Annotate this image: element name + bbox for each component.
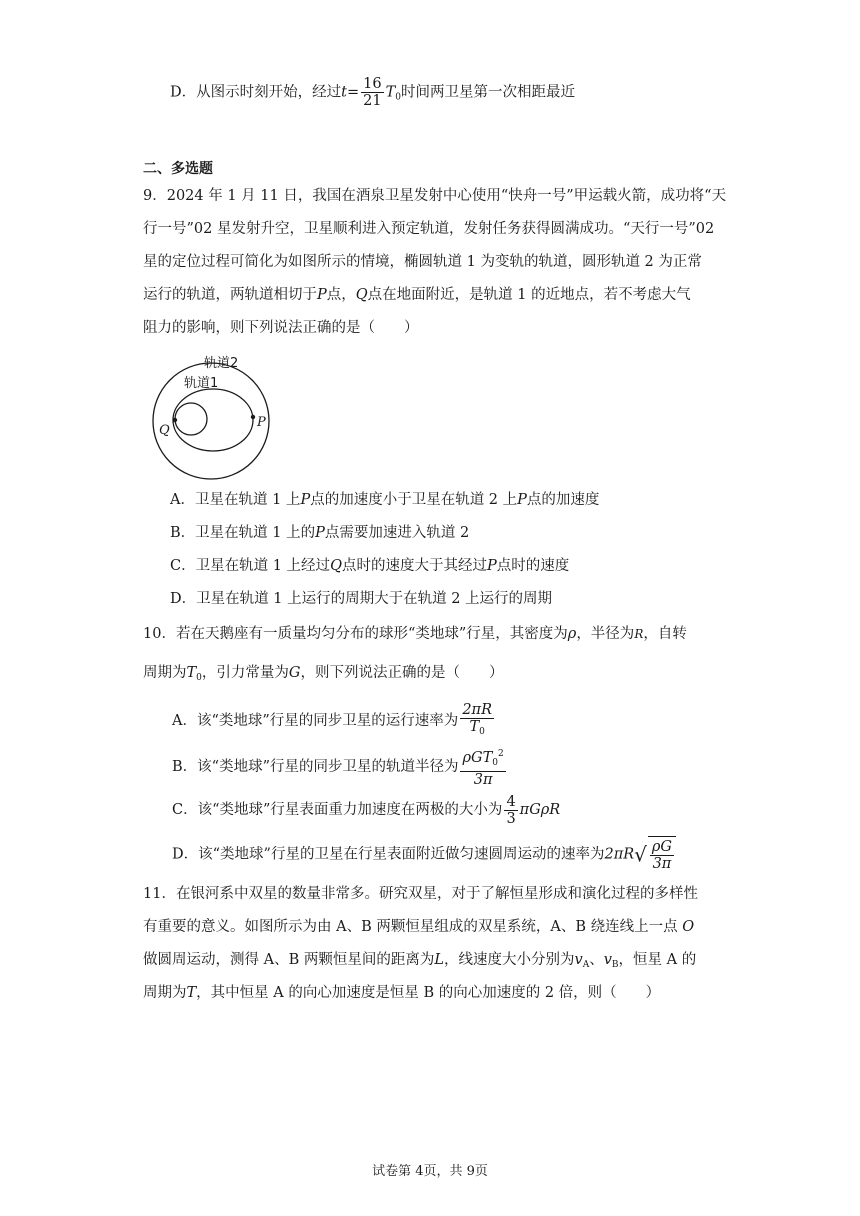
orbit-1-ellipse xyxy=(173,389,253,451)
text: 该“类地球”行星的同步卫星的运行速率为 xyxy=(196,713,459,729)
q9-option-b xyxy=(170,521,469,545)
q11-line-4 xyxy=(143,981,660,1005)
frac-den: 21 xyxy=(363,93,382,109)
option-letter: C． xyxy=(170,558,196,574)
q9-option-c xyxy=(170,554,569,578)
option-letter: D． xyxy=(170,591,197,607)
separator: 、 xyxy=(589,952,604,968)
point-q-dot xyxy=(173,418,177,422)
text: 点的加速度小于卫星在轨道 2 上 xyxy=(310,492,518,508)
q11-line-3 xyxy=(143,948,696,977)
text: 该“类地球”行星的同步卫星的轨道半径为 xyxy=(197,759,459,775)
equals-sign: = xyxy=(346,84,360,101)
var-t: t xyxy=(341,84,347,101)
var-L: L xyxy=(434,952,444,968)
var-T: T xyxy=(385,84,396,101)
orbit-2-label: 轨道2 xyxy=(204,356,239,371)
text: 点在地面附近，是轨道 1 的近地点，若不考虑大气 xyxy=(367,287,691,303)
text: 周期为 xyxy=(143,985,187,1001)
earth-circle xyxy=(175,403,207,435)
frac-den: 3π xyxy=(652,855,672,872)
text: 卫星在轨道 1 上的 xyxy=(195,525,316,541)
q9-line-5: 阻力的影响，则下列说法正确的是（ ） xyxy=(143,320,419,336)
text: 做圆周运动，测得 A、B 两颗恒星间的距离为 xyxy=(143,952,435,968)
fraction-16-21 xyxy=(361,76,383,109)
q9-line-3: 星的定位过程可简化为如图所示的情境，椭圆轨道 1 为变轨的轨道，圆形轨道 2 为正常 xyxy=(143,254,702,270)
point-q: Q xyxy=(355,287,368,303)
option-letter: C． xyxy=(172,802,198,818)
text: 点的加速度 xyxy=(526,492,600,508)
fraction xyxy=(460,746,505,788)
superscript: 2 xyxy=(498,749,504,759)
var-v: v xyxy=(603,952,612,968)
fraction xyxy=(650,839,674,872)
q8-option-d xyxy=(170,76,575,110)
option-text-tail: 时间两卫星第一次相距最近 xyxy=(400,84,575,101)
q11-line-1: 11．在银河系中双星的数量非常多。研究双星，对于了解恒星形成和演化过程的多样性 xyxy=(143,886,698,902)
point-p: P xyxy=(317,287,327,303)
option-letter: B． xyxy=(170,525,196,541)
label-q: Q xyxy=(159,423,170,438)
var-G: G xyxy=(288,665,301,681)
orbit-1-label: 轨道1 xyxy=(184,376,219,391)
subscript: A xyxy=(582,960,590,970)
formula-tail: πGρR xyxy=(519,802,561,818)
numerator-text: ρGT xyxy=(462,750,493,766)
sqrt-body xyxy=(648,836,676,873)
frac-num: 2πR xyxy=(462,702,492,718)
q9-line-1: 9．2024 年 1 月 11 日，我国在酒泉卫星发射中心使用“快舟一号”甲运载火箭，成功将“天 xyxy=(143,188,727,204)
q9-option-d xyxy=(170,587,552,611)
point: P xyxy=(517,492,527,508)
q10-option-b xyxy=(172,746,508,788)
text: 卫星在轨道 1 上经过 xyxy=(195,558,331,574)
q10-option-d xyxy=(172,836,676,873)
point-o: O xyxy=(682,919,695,935)
q9-line-2: 行一号”02 星发射升空，卫星顺利进入预定轨道，发射任务获得圆满成功。“天行一号”02 xyxy=(143,221,715,237)
q10-option-a xyxy=(172,702,496,740)
frac-den xyxy=(460,719,494,740)
var-v: v xyxy=(574,952,583,968)
text: 该“类地球”行星的卫星在行星表面附近做匀速圆周运动的速率为 xyxy=(198,846,605,863)
option-letter: A． xyxy=(172,713,197,729)
text: ，线速度大小分别为 xyxy=(443,952,575,968)
text: ，恒星 A 的 xyxy=(618,952,697,968)
option-letter: D． xyxy=(172,846,199,863)
page-footer: 试卷第 4页，共 9页 xyxy=(372,1164,488,1179)
q10-line-2 xyxy=(143,661,504,690)
q10-option-c xyxy=(172,792,560,828)
var-T: T xyxy=(186,985,197,1001)
option-letter: B． xyxy=(172,759,198,775)
frac-num: 16 xyxy=(363,76,382,92)
text: 点时的速度大于其经过 xyxy=(341,558,487,574)
q10-line-1 xyxy=(143,622,687,646)
text: 点需要加速进入轨道 2 xyxy=(324,525,470,541)
q9-option-a xyxy=(170,488,599,512)
point: P xyxy=(486,558,497,574)
q9-line-4 xyxy=(143,283,691,307)
fraction xyxy=(460,702,494,740)
text: 有重要的意义。如图所示为由 A、B 两颗恒星组成的双星系统，A、B 绕连线上一点 xyxy=(143,919,678,935)
text: 点时的速度 xyxy=(496,558,570,574)
text: ，引力常量为 xyxy=(201,665,289,681)
frac-num: ρG xyxy=(651,838,673,855)
fraction xyxy=(504,794,517,827)
frac-den: 3 xyxy=(506,810,516,827)
point: P xyxy=(315,525,325,541)
frac-num xyxy=(460,746,505,772)
subscript: 0 xyxy=(492,758,498,768)
var-T: T xyxy=(469,719,480,735)
var-r: R xyxy=(634,627,644,641)
q11-line-2 xyxy=(143,915,694,939)
option-text: 从图示时刻开始，经过 xyxy=(196,84,342,101)
subscript: B xyxy=(611,960,619,970)
subscript: 0 xyxy=(196,673,202,683)
text: ，半径为 xyxy=(576,626,635,642)
subscript: 0 xyxy=(395,92,401,103)
section-title: 二、多选题 xyxy=(143,161,213,177)
label-p: P xyxy=(257,415,266,430)
formula-pre: 2πR xyxy=(604,846,635,863)
point: Q xyxy=(330,558,342,574)
var-T: T xyxy=(186,665,197,681)
orbit-diagram xyxy=(140,350,280,480)
text: ，则下列说法正确的是（ ） xyxy=(300,665,504,681)
option-letter: A． xyxy=(170,492,195,508)
text: 卫星在轨道 1 上 xyxy=(194,492,301,508)
sqrt-sign: √ xyxy=(634,842,647,867)
frac-den: 3π xyxy=(473,772,493,788)
text: 运行的轨道，两轨道相切于 xyxy=(143,287,317,303)
subscript: 0 xyxy=(479,727,485,737)
text: 卫星在轨道 1 上运行的周期大于在轨道 2 上运行的周期 xyxy=(196,591,553,607)
text: 10．若在天鹅座有一质量均匀分布的球形“类地球”行星，其密度为 xyxy=(143,626,568,642)
text: 点， xyxy=(326,287,356,303)
point-p-dot xyxy=(251,415,255,419)
text: 该“类地球”行星表面重力加速度在两极的大小为 xyxy=(197,802,503,818)
text: ，其中恒星 A 的向心加速度是恒星 B 的向心加速度的 2 倍，则（ ） xyxy=(196,985,661,1001)
point: P xyxy=(300,492,311,508)
text: 周期为 xyxy=(143,665,187,681)
text: ，自转 xyxy=(643,626,687,642)
option-letter: D． xyxy=(170,84,197,101)
var-rho: ρ xyxy=(567,626,577,642)
frac-num: 4 xyxy=(506,793,516,810)
